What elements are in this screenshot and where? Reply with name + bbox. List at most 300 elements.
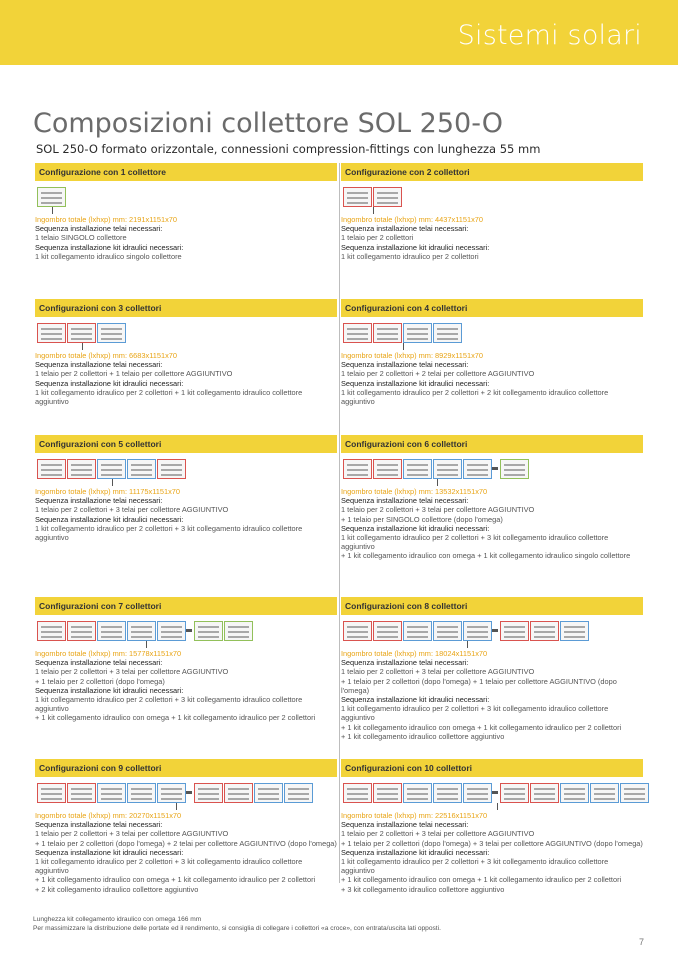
collector-tube [71,469,92,471]
collector-panel [530,783,559,803]
frames-line: + 1 telaio per SINGOLO collettore (dopo l'omega) [341,514,503,524]
configuration-info [341,487,643,561]
collector-panel [463,783,492,803]
collector-tube [377,636,398,638]
collector-tube [407,626,428,628]
collector-panel [403,783,432,803]
collector-diagram [341,783,643,815]
collector-panel [284,783,313,803]
frames-line: 1 telaio per 2 collettori + 3 telai per collettore AGGIUNTIVO [35,829,229,839]
collector-panel [194,783,223,803]
collector-tube [161,788,182,790]
collector-tube [131,798,152,800]
configuration-cell [35,163,337,261]
collector-panel [254,783,283,803]
collector-tube [161,626,182,628]
collector-tube [347,469,368,471]
kits-line: 1 kit collegamento idraulico per 2 collettori + 3 kit collegamento idraulico collettore aggiuntivo [35,857,303,876]
collector-tube [131,631,152,633]
configuration-heading: Configurazioni con 10 collettori [341,759,643,777]
collector-tube [347,798,368,800]
collector-tube [228,626,249,628]
collector-tube [131,636,152,638]
kits-line: 1 kit collegamento idraulico per 2 collettori + 3 kit collegamento idraulico collettore aggiuntivo [341,704,609,723]
collector-tube [101,474,122,476]
configuration-heading: Configurazioni con 3 collettori [35,299,337,317]
collector-panel [157,621,186,641]
collector-panel [67,459,96,479]
collector-tube [198,798,219,800]
collector-tube [377,192,398,194]
collector-tube [131,474,152,476]
center-tick [467,641,468,648]
configuration-info [35,649,337,723]
center-tick [176,803,177,810]
collector-tube [407,333,428,335]
collector-panel [37,783,66,803]
collector-tube [258,793,279,795]
collector-tube [347,197,368,199]
frames-line: 1 telaio per 2 collettori + 3 telai per collettore AGGIUNTIVO [341,505,535,515]
collector-tube [71,328,92,330]
collector-panel [37,323,66,343]
collector-tube [437,798,458,800]
kits-label: Sequenza installazione kit idraulici necessari: [341,378,490,388]
collector-panel [194,621,223,641]
kits-line: 1 kit collegamento idraulico per 2 collettori + 1 kit collegamento idraulico collettore aggiuntivo [35,387,303,407]
collector-tube [41,333,62,335]
collector-tube [347,464,368,466]
collector-panel [97,783,126,803]
total-dimensions: Ingombro totale (lxhxp) mm: 15778x1151x70 [35,649,182,658]
configuration-heading: Configurazioni con 9 collettori [35,759,337,777]
collector-tube [41,192,62,194]
collector-tube [101,626,122,628]
collector-tube [534,636,555,638]
collector-tube [41,631,62,633]
collector-tube [437,631,458,633]
collector-tube [467,631,488,633]
collector-tube [564,788,585,790]
frames-label: Sequenza installazione telai necessari: [341,658,469,668]
collector-tube [347,636,368,638]
collector-tube [41,328,62,330]
collector-panel [433,783,462,803]
center-tick [82,343,83,350]
page-title: Composizioni collettore SOL 250-O [33,108,503,139]
collector-tube [101,328,122,330]
collector-panel [403,323,432,343]
collector-tube [71,793,92,795]
collector-tube [131,464,152,466]
collector-panel [343,187,372,207]
collector-tube [71,636,92,638]
kits-line: + 1 kit collegamento idraulico con omega + 1 kit collegamento idraulico per 2 collettori [35,875,316,885]
collector-tube [228,793,249,795]
collector-tube [198,788,219,790]
collector-panel [373,187,402,207]
collector-tube [347,202,368,204]
configuration-cell [35,597,337,723]
collector-tube [41,798,62,800]
collector-tube [101,788,122,790]
collector-tube [437,788,458,790]
collector-panel [37,621,66,641]
collector-tube [41,202,62,204]
collector-panel [433,621,462,641]
collector-panel [127,459,156,479]
collector-diagram [35,783,337,815]
collector-tube [41,636,62,638]
collector-tube [377,464,398,466]
collector-tube [101,333,122,335]
configuration-cell [35,759,337,894]
section-title: Sistemi solari [457,20,642,51]
collector-tube [41,469,62,471]
center-tick [52,207,53,214]
frames-line: 1 telaio per 2 collettori + 3 telai per collettore AGGIUNTIVO [35,667,229,677]
collector-tube [407,793,428,795]
collector-tube [41,464,62,466]
collector-tube [377,338,398,340]
collector-tube [504,798,525,800]
collector-tube [347,793,368,795]
collector-panel [620,783,649,803]
collector-tube [407,469,428,471]
collector-tube [71,798,92,800]
frames-label: Sequenza installazione telai necessari: [35,224,163,234]
configuration-info [35,215,337,261]
collector-tube [534,798,555,800]
collector-tube [504,636,525,638]
collector-tube [437,464,458,466]
total-dimensions: Ingombro totale (lxhxp) mm: 11175x1151x70 [35,487,181,496]
collector-tube [467,636,488,638]
collector-tube [71,626,92,628]
collector-tube [377,202,398,204]
collector-tube [467,469,488,471]
collector-tube [377,328,398,330]
column-divider [339,163,340,883]
collector-tube [41,788,62,790]
collector-tube [258,788,279,790]
collector-panel [157,459,186,479]
collector-tube [101,793,122,795]
collector-tube [534,626,555,628]
configuration-cell [35,299,337,406]
collector-tube [407,328,428,330]
collector-tube [534,788,555,790]
frames-label: Sequenza installazione telai necessari: [341,360,469,370]
total-dimensions: Ingombro totale (lxhxp) mm: 2191x1151x70 [35,215,178,224]
collector-tube [347,626,368,628]
collector-tube [131,788,152,790]
collector-tube [504,464,525,466]
frames-line: 1 telaio per 2 collettori + 2 telai per collettore AGGIUNTIVO [341,369,535,379]
collector-tube [228,631,249,633]
collector-tube [407,474,428,476]
collector-panel [127,621,156,641]
collector-tube [504,474,525,476]
collector-tube [131,469,152,471]
collector-panel [433,323,462,343]
collector-tube [594,788,615,790]
collector-tube [347,474,368,476]
collector-tube [467,474,488,476]
collector-panel [500,621,529,641]
configuration-heading: Configurazioni con 8 collettori [341,597,643,615]
page-subtitle: SOL 250-O formato orizzontale, connessioni compression-fittings con lunghezza 55 mm [36,142,541,156]
collector-tube [258,798,279,800]
frames-line: 1 telaio SINGOLO collettore [35,233,127,243]
collector-panel [67,323,96,343]
configuration-cell [341,759,643,894]
collector-tube [198,631,219,633]
collector-tube [347,192,368,194]
configuration-heading: Configurazione con 1 collettore [35,163,337,181]
center-tick [146,641,147,648]
collector-tube [228,798,249,800]
collector-tube [407,798,428,800]
collector-tube [41,338,62,340]
kits-line: 1 kit collegamento idraulico per 2 collettori + 3 kit collegamento idraulico collettore aggiuntivo [35,695,303,714]
frames-line: + 1 telaio per 2 collettori (dopo l'omega) [35,676,165,686]
collector-tube [437,469,458,471]
collector-tube [347,338,368,340]
configuration-cell [341,163,643,261]
collector-tube [71,464,92,466]
collector-tube [467,626,488,628]
page-number: 7 [638,937,644,947]
frames-line: 1 telaio per 2 collettori + 1 telaio per collettore AGGIUNTIVO [35,369,233,379]
collector-tube [41,474,62,476]
frames-label: Sequenza installazione telai necessari: [35,496,163,506]
total-dimensions: Ingombro totale (lxhxp) mm: 4437x1151x70 [341,215,484,224]
configuration-heading: Configurazioni con 5 collettori [35,435,337,453]
collector-tube [437,338,458,340]
collector-tube [624,788,645,790]
collector-tube [377,631,398,633]
collector-panel [530,621,559,641]
configuration-info [341,215,643,261]
kits-line: + 2 kit collegamento idraulico collettore aggiuntivo [35,884,199,894]
collector-panel [97,323,126,343]
collector-tube [407,464,428,466]
collector-panel [403,621,432,641]
center-tick [373,207,374,214]
configuration-heading: Configurazioni con 7 collettori [35,597,337,615]
frames-line: 1 telaio per 2 collettori + 3 telai per collettore AGGIUNTIVO [341,667,535,677]
frames-label: Sequenza installazione telai necessari: [35,360,163,370]
kits-label: Sequenza installazione kit idraulici necessari: [341,695,490,705]
collector-panel [373,621,402,641]
collector-tube [504,793,525,795]
center-tick [403,343,404,350]
collector-tube [347,631,368,633]
collector-diagram [341,459,643,491]
collector-panel [373,783,402,803]
collector-tube [347,788,368,790]
collector-diagram [341,323,643,355]
collector-panel [37,187,66,207]
collector-tube [564,793,585,795]
omega-connector [492,629,498,632]
collector-tube [161,469,182,471]
collector-diagram [341,621,643,653]
omega-connector [492,467,498,470]
collector-panel [373,459,402,479]
center-tick [112,479,113,486]
frames-line: 1 telaio per 2 collettori + 3 telai per collettore AGGIUNTIVO [35,505,229,515]
configuration-info [35,811,337,894]
collector-tube [377,793,398,795]
kits-line: 1 kit collegamento idraulico per 2 collettori + 3 kit collegamento idraulico collettore aggiuntivo [341,533,609,552]
kits-label: Sequenza installazione kit idraulici necessari: [341,847,490,857]
collector-tube [377,626,398,628]
collector-tube [101,464,122,466]
collector-diagram [35,459,337,491]
frames-line: 1 telaio per 2 collettori + 3 telai per collettore AGGIUNTIVO [341,829,535,839]
configuration-info [35,487,337,542]
collector-panel [500,459,529,479]
omega-connector [492,791,498,794]
collector-tube [467,788,488,790]
frames-line: + 1 telaio per 2 collettori (dopo l'omega) + 1 telaio per collettore AGGIUNTIVO (dopo l'omega) [341,676,617,695]
collector-panel [403,459,432,479]
collector-tube [161,464,182,466]
collector-tube [437,474,458,476]
collector-panel [373,323,402,343]
collector-tube [504,788,525,790]
total-dimensions: Ingombro totale (lxhxp) mm: 6683x1151x70 [35,351,178,360]
configuration-heading: Configurazioni con 6 collettori [341,435,643,453]
collector-panel [560,783,589,803]
collector-tube [101,798,122,800]
total-dimensions: Ingombro totale (lxhxp) mm: 13532x1151x70 [341,487,488,496]
collector-tube [228,636,249,638]
total-dimensions: Ingombro totale (lxhxp) mm: 18024x1151x70 [341,649,488,658]
collector-panel [590,783,619,803]
collector-tube [624,798,645,800]
kits-label: Sequenza installazione kit idraulici necessari: [35,685,184,695]
collector-panel [224,783,253,803]
collector-tube [161,636,182,638]
collector-tube [407,788,428,790]
collector-tube [437,636,458,638]
collector-diagram [341,187,643,219]
collector-tube [407,636,428,638]
collector-diagram [35,323,337,355]
collector-panel [97,621,126,641]
configuration-info [341,351,643,406]
kits-label: Sequenza installazione kit idraulici necessari: [341,242,490,252]
collector-tube [564,798,585,800]
omega-connector [186,629,192,632]
collector-tube [288,798,309,800]
collector-panel [463,459,492,479]
collector-tube [564,636,585,638]
collector-tube [467,793,488,795]
collector-tube [504,469,525,471]
kits-label: Sequenza installazione kit idraulici necessari: [341,523,490,533]
collector-tube [161,474,182,476]
collector-panel [67,621,96,641]
collector-tube [437,626,458,628]
collector-diagram [35,621,337,653]
collector-panel [463,621,492,641]
collector-tube [198,626,219,628]
frames-label: Sequenza installazione telai necessari: [35,658,163,668]
kits-line: + 1 kit collegamento idraulico con omega + 1 kit collegamento idraulico per 2 collettori [35,713,316,723]
configuration-cell [341,435,643,561]
collector-tube [161,798,182,800]
kits-line: 1 kit collegamento idraulico singolo collettore [35,251,182,261]
collector-tube [407,631,428,633]
collector-tube [198,793,219,795]
collector-tube [437,328,458,330]
kits-line: + 1 kit collegamento idraulico collettore aggiuntivo [341,731,505,741]
collector-tube [407,338,428,340]
collector-panel [343,621,372,641]
collector-tube [71,338,92,340]
collector-tube [71,788,92,790]
footnote-cross: Per massimizzare la distribuzione delle portate ed il rendimento, si consiglia di collegare i collettori «a croce», con entrata/uscita lati opposti. [33,924,441,932]
collector-tube [131,626,152,628]
collector-tube [41,626,62,628]
collector-tube [564,626,585,628]
footnotes [33,916,441,933]
frames-label: Sequenza installazione telai necessari: [341,820,469,830]
kits-line: + 3 kit collegamento idraulico collettore aggiuntivo [341,884,505,894]
collector-tube [594,798,615,800]
collector-panel [127,783,156,803]
kits-line: 1 kit collegamento idraulico per 2 collettori + 3 kit collegamento idraulico collettore aggiuntivo [341,857,609,876]
frames-line: + 1 telaio per 2 collettori (dopo l'omega) + 3 telai per collettore AGGIUNTIVO (dopo l'omega) [341,838,643,848]
collector-tube [564,631,585,633]
collector-tube [101,636,122,638]
collector-tube [101,469,122,471]
collector-tube [624,793,645,795]
kits-line: 1 kit collegamento idraulico per 2 collettori + 3 kit collegamento idraulico collettore aggiuntivo [35,523,303,543]
collector-tube [347,328,368,330]
configuration-cell [341,299,643,406]
configuration-heading: Configurazione con 2 collettori [341,163,643,181]
frames-label: Sequenza installazione telai necessari: [341,496,469,506]
footnote-omega: Lunghezza kit collegamento idraulico con omega 166 mm [33,916,202,923]
collector-tube [504,631,525,633]
total-dimensions: Ingombro totale (lxhxp) mm: 20270x1151x70 [35,811,182,820]
collector-tube [377,197,398,199]
kits-line: + 1 kit collegamento idraulico con omega + 1 kit collegamento idraulico singolo collettore [341,551,631,561]
collector-tube [41,197,62,199]
collector-panel [343,323,372,343]
collector-tube [467,464,488,466]
frames-line: + 1 telaio per 2 collettori (dopo l'omega) + 2 telai per collettore AGGIUNTIVO (dopo l'omega) [35,838,337,848]
collector-tube [594,793,615,795]
omega-connector [186,791,192,794]
collector-tube [288,793,309,795]
collector-panel [97,459,126,479]
collector-panel [343,459,372,479]
collector-tube [161,631,182,633]
collector-tube [377,788,398,790]
collector-tube [198,636,219,638]
frames-label: Sequenza installazione telai necessari: [35,820,163,830]
center-tick [497,803,498,810]
collector-tube [71,631,92,633]
kits-line: 1 kit collegamento idraulico per 2 collettori [341,251,479,261]
collector-tube [437,793,458,795]
